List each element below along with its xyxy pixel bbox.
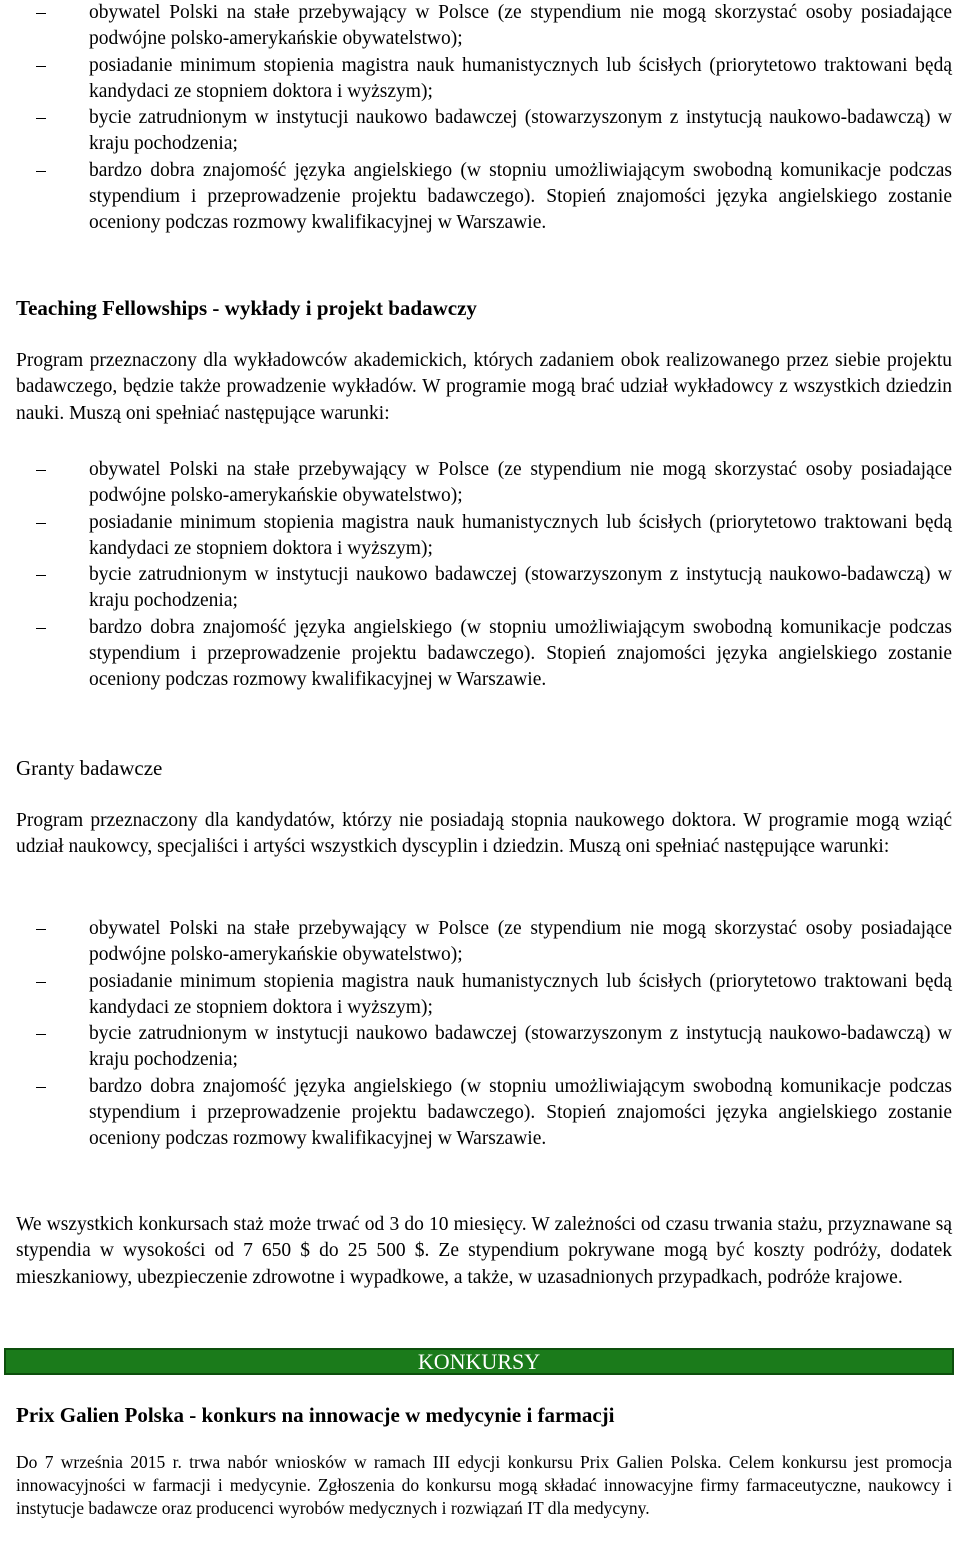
list-item-text: posiadanie minimum stopienia magistra nauk humanistycznych lub ścisłych (priorytetowo traktowani będą kandydaci ze stopniem doktora i wyższym);	[89, 54, 952, 102]
list-item	[0, 1074, 960, 1153]
konkursy-banner: KONKURSY	[4, 1348, 954, 1375]
dash-bullet: –	[36, 1023, 46, 1045]
list-item-text: posiadanie minimum stopienia magistra nauk humanistycznych lub ścisłych (priorytetowo traktowani będą kandydaci ze stopniem doktora i wyższym);	[89, 511, 952, 559]
dash-bullet: –	[36, 107, 46, 129]
requirements-list-top	[0, 0, 960, 237]
list-item	[0, 105, 960, 158]
dash-bullet: –	[36, 970, 46, 992]
list-item-text: obywatel Polski na stałe przebywający w Polsce (ze stypendium nie mogą skorzystać osoby posiadające podwójne polsko-amerykańskie obywatelstwo);	[89, 459, 952, 507]
dash-bullet: –	[36, 511, 46, 533]
granty-heading: Granty badawcze	[16, 756, 163, 780]
teaching-fellowships-heading: Teaching Fellowships - wykłady i projekt badawczy	[16, 296, 477, 320]
list-item	[0, 562, 960, 615]
list-item	[0, 615, 960, 694]
dash-bullet: –	[36, 2, 46, 23]
granty-intro: Program przeznaczony dla kandydatów, którzy nie posiadają stopnia naukowego doktora. W programie mogą wziąć udział naukowcy, specjaliści i artyści wszystkich dyscyplin i dziedzin. Muszą oni spełniać następujące warunki:	[16, 810, 952, 858]
dash-bullet: –	[36, 918, 46, 939]
list-item	[0, 916, 960, 969]
list-item-text: bycie zatrudnionym w instytucji naukowo badawczej (stowarzyszonym z instytucją naukowo-badawczą) w kraju pochodzenia;	[89, 107, 952, 155]
dash-bullet: –	[36, 459, 46, 480]
dash-bullet: –	[36, 1075, 46, 1097]
teaching-fellowships-intro: Program przeznaczony dla wykładowców akademickich, których zadaniem obok realizowanego przez siebie projektu badawczego, będzie także prowadzenie wykładów. W programie mogą brać udział wykładowcy z wszystkich dziedzin nauki. Muszą oni spełniać następujące warunki:	[16, 350, 952, 424]
summary-paragraph: We wszystkich konkursach staż może trwać od 3 do 10 miesięcy. W zależności od czasu trwania stażu, przyznawane są stypendia w wysokości od 7 650 $ do 25 500 $. Ze stypendium pokrywane mogą być koszty podróży, dodatek mieszkaniowy, ubezpieczenie zdrowotne i wypadkowe, a także, w uzasadnionych przypadkach, podróże krajowe.	[16, 1214, 952, 1288]
list-item	[0, 969, 960, 1022]
list-item-text: bycie zatrudnionym w instytucji naukowo badawczej (stowarzyszonym z instytucją naukowo-badawczą) w kraju pochodzenia;	[89, 564, 952, 612]
prix-galien-heading: Prix Galien Polska - konkurs na innowacje w medycynie i farmacji	[16, 1403, 615, 1427]
list-item	[0, 53, 960, 106]
prix-galien-text: Do 7 września 2015 r. trwa nabór wniosków w ramach III edycji konkursu Prix Galien Polska. Celem konkursu jest promocja innowacyjności w farmacji i medycynie. Zgłoszenia do konkursu mogą składać innowacyjne firmy farmaceutyczne, naukowcy i instytucje badawcze oraz producenci wyrobów medycznych i rozwiązań IT dla medycyny.	[16, 1452, 952, 1519]
list-item	[0, 158, 960, 237]
list-item-text: obywatel Polski na stałe przebywający w Polsce (ze stypendium nie mogą skorzystać osoby posiadające podwójne polsko-amerykańskie obywatelstwo);	[89, 2, 952, 50]
dash-bullet: –	[36, 54, 46, 76]
list-item	[0, 1021, 960, 1074]
list-item	[0, 510, 960, 563]
list-item-text: bardzo dobra znajomość języka angielskiego (w stopniu umożliwiającym swobodną komunikacje podczas stypendium i przeprowadzenie projektu badawczego). Stopień znajomości języka angielskiego zostanie oceniony podczas rozmowy kwalifikacyjnej w Warszawie.	[89, 159, 952, 234]
list-item	[0, 0, 960, 53]
list-item-text: posiadanie minimum stopienia magistra nauk humanistycznych lub ścisłych (priorytetowo traktowani będą kandydaci ze stopniem doktora i wyższym);	[89, 970, 952, 1018]
dash-bullet: –	[36, 616, 46, 638]
list-item-text: bycie zatrudnionym w instytucji naukowo badawczej (stowarzyszonym z instytucją naukowo-badawczą) w kraju pochodzenia;	[89, 1023, 952, 1071]
dash-bullet: –	[36, 159, 46, 181]
requirements-list-teaching	[0, 457, 960, 694]
list-item-text: obywatel Polski na stałe przebywający w Polsce (ze stypendium nie mogą skorzystać osoby posiadające podwójne polsko-amerykańskie obywatelstwo);	[89, 918, 952, 966]
list-item-text: bardzo dobra znajomość języka angielskiego (w stopniu umożliwiającym swobodną komunikacje podczas stypendium i przeprowadzenie projektu badawczego). Stopień znajomości języka angielskiego zostanie oceniony podczas rozmowy kwalifikacyjnej w Warszawie.	[89, 616, 952, 691]
dash-bullet: –	[36, 564, 46, 586]
requirements-list-granty	[0, 916, 960, 1153]
list-item-text: bardzo dobra znajomość języka angielskiego (w stopniu umożliwiającym swobodną komunikacje podczas stypendium i przeprowadzenie projektu badawczego). Stopień znajomości języka angielskiego zostanie oceniony podczas rozmowy kwalifikacyjnej w Warszawie.	[89, 1075, 952, 1150]
list-item	[0, 457, 960, 510]
